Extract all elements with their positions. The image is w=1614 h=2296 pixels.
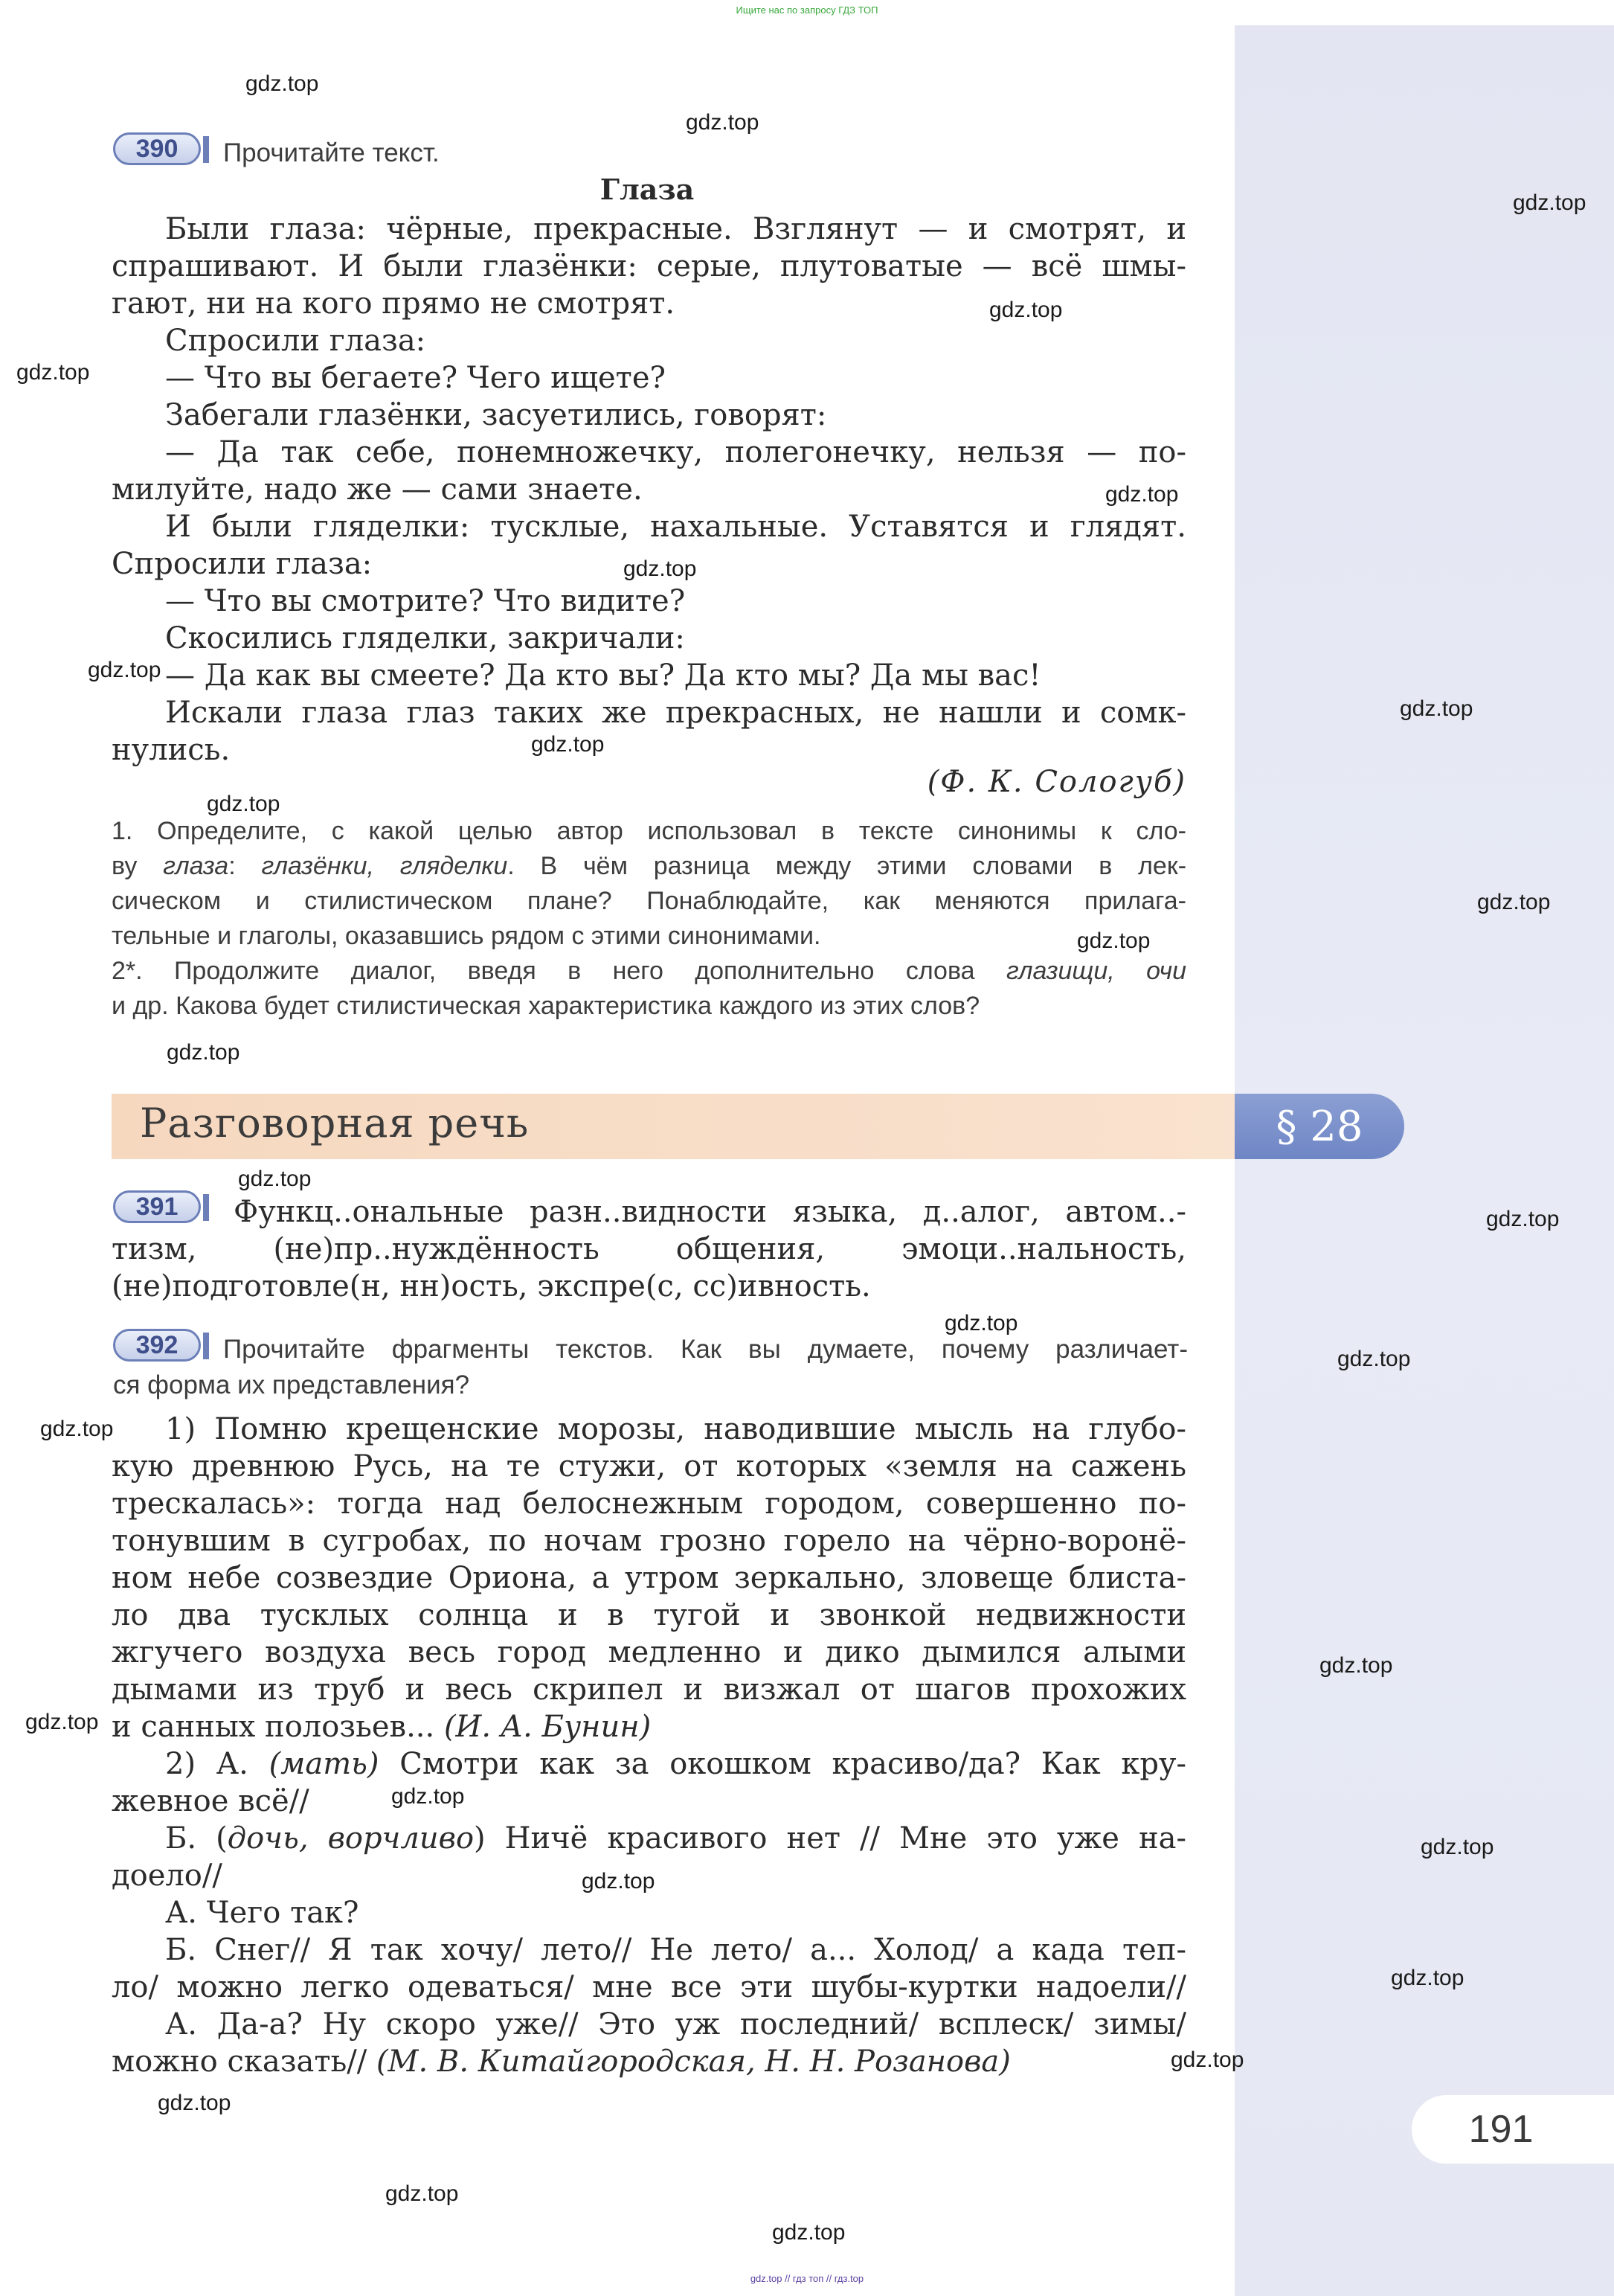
text-line: Спросили глаза: <box>165 324 426 358</box>
text-line: тизм, (не)пр..нуждённость общения, эмоци..нальность, <box>112 1232 1186 1266</box>
exercise-391-text <box>112 1193 1186 1305</box>
exercise-number-badge: 390 <box>113 132 201 165</box>
watermark: gdz.top <box>1171 2048 1244 2072</box>
text-line: 1) Помню крещенские морозы, наводившие мысль на глубо- <box>165 1412 1186 1446</box>
text-line: — Что вы бегаете? Чего ищете? <box>165 361 666 395</box>
side-margin-strip <box>1235 25 1614 2296</box>
text-line: 2) А. (мать) Смотри как за окошком красиво/да? Как кру- <box>165 1747 1187 1781</box>
exercise-number-badge: 392 <box>113 1329 201 1362</box>
watermark: gdz.top <box>16 360 90 385</box>
watermark: gdz.top <box>989 298 1063 322</box>
question-line: ву глаза: глазёнки, гляделки. В чём разница между этими словами в лек- <box>112 852 1187 880</box>
exercise-instruction: Прочитайте текст. <box>223 138 440 167</box>
text-line: жгучего воздуха весь город медленно и дико дымился алыми <box>112 1635 1186 1670</box>
exercise-instruction <box>113 1332 1188 1403</box>
text-line: кую древнюю Русь, на те стужи, от которых «земля на сажень <box>112 1449 1186 1484</box>
text-line: А. Чего так? <box>165 1896 359 1930</box>
text-line: трескалась»: тогда над белоснежным городом, совершенно по- <box>112 1487 1186 1521</box>
text-line: ном небе созвездие Ориона, а утром зеркально, зловеще блиста- <box>112 1561 1186 1595</box>
section-title: Разговорная речь <box>140 1100 530 1147</box>
watermark: gdz.top <box>88 658 161 682</box>
text-line: Скосились гляделки, закричали: <box>165 621 685 655</box>
text-line: (не)подготовле(н, нн)ость, экспре(с, сс)ивность. <box>112 1269 871 1303</box>
exercise-392-fragments <box>112 1411 1186 2080</box>
text-body <box>112 211 1186 769</box>
watermark: gdz.top <box>582 1869 655 1893</box>
text-line: Были глаза: чёрные, прекрасные. Взглянут — и смотрят, и <box>165 212 1186 246</box>
text-line: тонувшим в сугробах, по ночам грозно горело на чёрно-воронё- <box>112 1524 1186 1558</box>
watermark: gdz.top <box>167 1040 240 1065</box>
text-line: милуйте, надо же — сами знаете. <box>112 472 643 507</box>
section-number: § 28 <box>1235 1094 1404 1159</box>
text-line: и санных полозьев... (И. А. Бунин) <box>112 1710 652 1744</box>
instruction-line: ся форма их представления? <box>113 1370 470 1399</box>
watermark: gdz.top <box>1400 696 1473 721</box>
text-line: нулись. <box>112 733 231 767</box>
text-line: А. Да-а? Ну скоро уже// Это уж последний/ всплеск/ зимы/ <box>165 2007 1186 2042</box>
question-line: тельные и глаголы, оказавшись рядом с этими синонимами. <box>112 922 821 950</box>
text-line: ло два тусклых солнца и в тугой и звонкой недвижности <box>112 1598 1186 1632</box>
top-note: Ищите нас по запросу ГДЗ ТОП <box>736 4 878 16</box>
bottom-note: gdz.top // гдз топ // гдз.top <box>750 2273 864 2284</box>
text-line: Искали глаза глаз таких же прекрасных, не нашли и сомк- <box>165 696 1186 730</box>
instruction-line: Прочитайте фрагменты текстов. Как вы думаете, почему различает- <box>223 1335 1188 1364</box>
text-line: — Что вы смотрите? Что видите? <box>165 584 686 618</box>
text-line: можно сказать// (М. В. Китайгородская, Н. Н. Розанова) <box>112 2045 1011 2079</box>
watermark: gdz.top <box>1421 1835 1494 1859</box>
page-number: 191 <box>1468 2108 1534 2151</box>
text-line: дымами из труб и весь скрипел и визжал от шагов прохожих <box>112 1673 1186 1707</box>
watermark: gdz.top <box>238 1167 312 1191</box>
text-line: гают, ни на кого прямо не смотрят. <box>112 286 675 321</box>
watermark: gdz.top <box>1486 1207 1560 1231</box>
watermark: gdz.top <box>1337 1347 1411 1371</box>
watermark: gdz.top <box>391 1784 465 1809</box>
text-line: — Да как вы смеете? Да кто вы? Да кто мы? Да мы вас! <box>165 658 1041 693</box>
exercise-questions <box>112 814 1186 1024</box>
watermark: gdz.top <box>1513 190 1586 215</box>
text-line: И были гляделки: тусклые, нахальные. Уставятся и глядят. <box>165 510 1186 544</box>
watermark: gdz.top <box>1477 890 1551 914</box>
watermark: gdz.top <box>1391 1966 1465 1990</box>
text-line: ло/ можно легко одеваться/ мне все эти шубы-куртки надоели// <box>112 1970 1186 2004</box>
text-line: — Да так себе, понемножечку, полегонечку, нельзя — по- <box>165 435 1186 469</box>
watermark: gdz.top <box>158 2091 231 2115</box>
watermark: gdz.top <box>945 1311 1018 1335</box>
watermark: gdz.top <box>385 2181 459 2206</box>
watermark: gdz.top <box>772 2220 846 2245</box>
watermark: gdz.top <box>245 71 319 96</box>
watermark: gdz.top <box>25 1710 99 1734</box>
question-line: 1. Определите, с какой целью автор использовал в тексте синонимы к сло- <box>112 817 1186 845</box>
text-line: Б. Снег// Я так хочу/ лето// Не лето/ а... Холод/ а када теп- <box>165 1933 1186 1967</box>
watermark: gdz.top <box>40 1417 114 1441</box>
watermark: gdz.top <box>623 557 697 581</box>
watermark: gdz.top <box>207 792 280 816</box>
question-line: 2*. Продолжите диалог, введя в него дополнительно слова глазищи, очи <box>112 957 1186 985</box>
question-line: и др. Какова будет стилистическая характеристика каждого из этих слов? <box>112 992 980 1020</box>
text-line: доело// <box>112 1859 222 1893</box>
text-line: Б. (дочь, ворчливо) Ничё красивого нет // Мне это уже на- <box>165 1821 1187 1856</box>
text-line: Функц..ональные разн..видности языка, д..алог, автом..- <box>234 1195 1186 1229</box>
text-line: Спросили глаза: <box>112 547 373 581</box>
text-line: жевное всё// <box>112 1784 309 1818</box>
text-author: (Ф. К. Сологуб) <box>927 765 1186 799</box>
watermark: gdz.top <box>531 732 605 757</box>
watermark: gdz.top <box>1105 482 1179 507</box>
watermark: gdz.top <box>1319 1653 1393 1678</box>
text-line: Забегали глазёнки, засуетились, говорят: <box>165 398 827 432</box>
text-title: Глаза <box>599 173 695 206</box>
watermark: gdz.top <box>1077 929 1151 953</box>
exercise-number-badge: 391 <box>113 1190 201 1223</box>
text-line: спрашивают. И были глазёнки: серые, плутоватые — всё шмы- <box>112 249 1186 283</box>
watermark: gdz.top <box>686 110 759 135</box>
question-line: сическом и стилистическом плане? Понаблюдайте, как меняются прилага- <box>112 887 1186 915</box>
